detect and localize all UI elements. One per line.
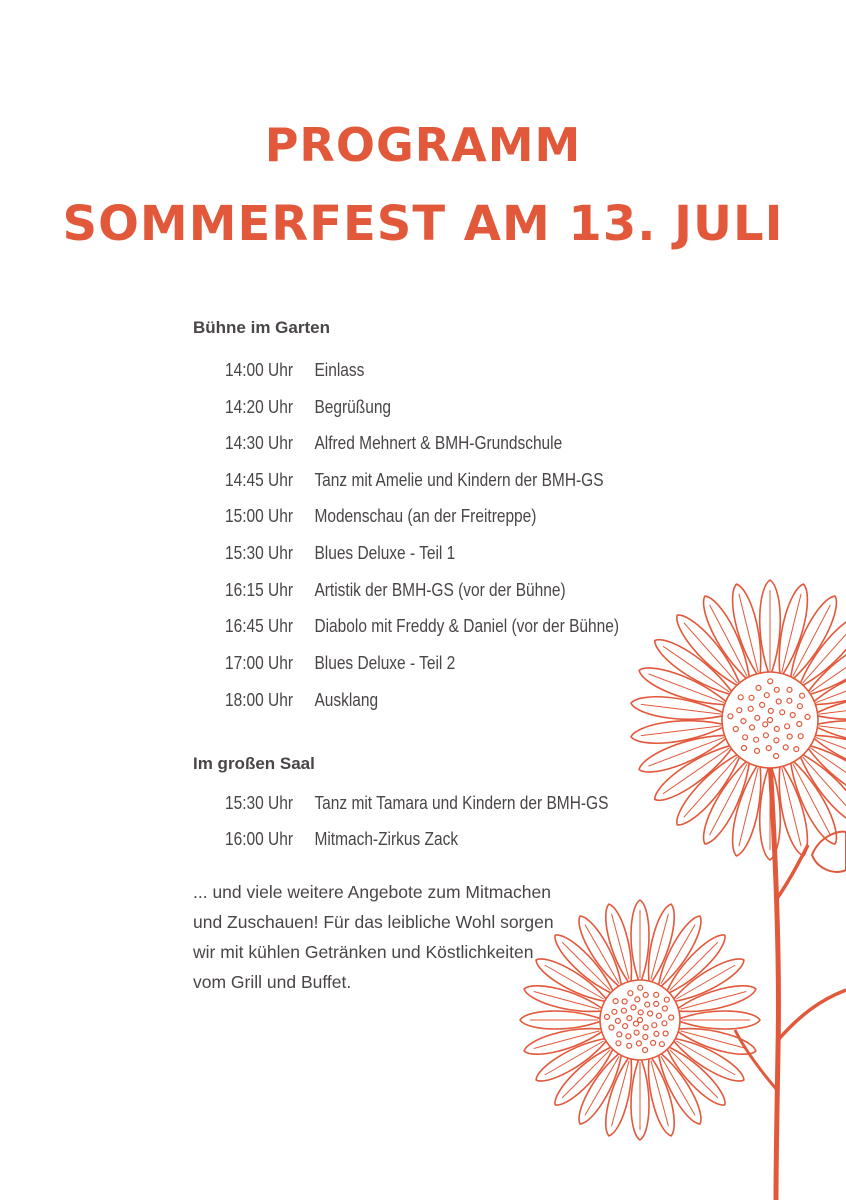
flower-seed — [764, 693, 769, 698]
petal — [770, 582, 813, 681]
flower-seed — [662, 1006, 667, 1011]
schedule-row — [225, 392, 391, 422]
flower-seed — [638, 1010, 643, 1015]
petal — [770, 759, 813, 858]
flower-seed — [754, 737, 759, 742]
petal — [641, 1052, 680, 1138]
petal — [650, 1047, 708, 1129]
flower-seed — [662, 1021, 667, 1026]
section-title-buehne: Bühne im Garten — [193, 318, 330, 337]
flower-seed — [638, 985, 643, 990]
flower-seed — [800, 693, 805, 698]
schedule-time: 14:00 Uhr — [225, 360, 293, 380]
petal-vein — [684, 757, 738, 817]
page-title: PROGRAMM — [264, 118, 582, 172]
flower-seed — [776, 699, 781, 704]
flower-seed — [794, 747, 799, 752]
petal — [630, 715, 729, 747]
flower-seed — [652, 1023, 657, 1028]
flower-seed — [749, 695, 754, 700]
petal — [676, 1011, 760, 1029]
petal — [781, 591, 844, 686]
petal-vein — [803, 623, 846, 683]
petal — [807, 661, 846, 715]
petal — [667, 952, 749, 1010]
petal — [532, 1030, 614, 1088]
petal-vein — [641, 704, 721, 714]
flower-seed — [628, 991, 633, 996]
petal-vein — [612, 1061, 630, 1127]
schedule-activity: Diabolo mit Freddy & Daniel (vor der Bühne) — [314, 616, 620, 636]
schedule-activity: Begrüßung — [314, 397, 392, 417]
flower-seed — [605, 1014, 610, 1019]
flower-seed — [627, 1043, 632, 1048]
flower-seed — [780, 710, 785, 715]
flower-seed — [609, 1025, 614, 1030]
petal-vein — [739, 768, 758, 846]
petal-vein — [648, 737, 724, 766]
flower-seed — [768, 718, 773, 723]
flower-seed — [738, 695, 743, 700]
flower-seed — [654, 992, 659, 997]
petal — [522, 1021, 608, 1060]
petal-vein — [670, 1050, 718, 1098]
schedule-time: 15:30 Uhr — [225, 543, 293, 563]
flower-seed — [627, 1016, 632, 1021]
flower-seed — [651, 1040, 656, 1045]
flower-seed — [638, 1018, 643, 1023]
flower-seed — [742, 746, 747, 751]
schedule-row — [225, 538, 455, 568]
flower-seed — [750, 725, 755, 730]
flower-seed — [763, 733, 768, 738]
flower-seed — [622, 999, 627, 1004]
petal — [667, 1030, 749, 1088]
petal-vein — [816, 674, 846, 703]
petal-vein — [585, 1056, 619, 1115]
flower-seed — [634, 1021, 639, 1026]
petal-vein — [562, 1050, 610, 1098]
petal — [600, 902, 639, 988]
petal — [727, 759, 770, 858]
petal-vein — [793, 764, 831, 836]
petal — [672, 1021, 758, 1060]
closing-line: wir mit kühlen Getränken und Köstlichkeiten — [193, 942, 534, 962]
flower-seed — [634, 1030, 639, 1035]
flower-seed — [755, 748, 760, 753]
petal — [520, 1011, 604, 1029]
schedule-row — [225, 648, 455, 678]
flower-seed — [728, 714, 733, 719]
petal-vein — [663, 748, 729, 794]
flower-seed — [648, 1011, 653, 1016]
petal — [812, 693, 846, 725]
flower-branch — [776, 845, 808, 900]
page-subtitle: SOMMERFEST AM 13. JULI — [62, 196, 784, 252]
petal — [669, 608, 749, 694]
petal — [800, 632, 846, 704]
petal — [760, 763, 781, 860]
petal — [649, 632, 740, 704]
petal — [800, 736, 846, 808]
flower-seed — [756, 685, 761, 690]
petal — [669, 746, 749, 832]
petal-vein — [663, 646, 729, 692]
closing-line: ... und viele weitere Angebote zum Mitmachen — [193, 882, 551, 902]
flower-seed — [797, 722, 802, 727]
petal — [649, 736, 740, 808]
flower-seed — [737, 708, 742, 713]
schedule-activity: Tanz mit Amelie und Kindern der BMH-GS — [314, 470, 604, 490]
petal-vein — [793, 605, 831, 677]
schedule-time: 14:20 Uhr — [225, 397, 293, 417]
petal — [696, 591, 759, 686]
flower-seed — [760, 702, 765, 707]
flower-seed — [748, 706, 753, 711]
petal-vein — [710, 764, 748, 836]
petal-vein — [545, 1041, 604, 1075]
petal — [791, 746, 846, 832]
petal-vein — [819, 704, 846, 714]
flower-seed — [615, 1018, 620, 1023]
flower-seed — [755, 715, 760, 720]
flower-seed — [768, 679, 773, 684]
flower-center — [722, 672, 818, 768]
schedule-time: 14:45 Uhr — [225, 470, 293, 490]
petal-vein — [534, 1031, 600, 1049]
flower-seed — [797, 704, 802, 709]
flower-seed — [743, 735, 748, 740]
flower-top — [630, 580, 846, 860]
petal — [672, 980, 758, 1019]
petal — [650, 912, 708, 994]
schedule-activity: Artistik der BMH-GS (vor der Bühne) — [314, 580, 566, 600]
flower-seed — [766, 746, 771, 751]
petal — [635, 661, 733, 715]
petal — [631, 1056, 649, 1140]
schedule-row — [225, 788, 608, 818]
schedule-row — [225, 501, 536, 531]
flower-seed — [663, 1031, 668, 1036]
schedule-row — [225, 428, 562, 458]
schedule-time: 18:00 Uhr — [225, 690, 293, 710]
closing-line: vom Grill und Buffet. — [193, 972, 352, 992]
petal-vein — [676, 965, 735, 999]
petal-vein — [816, 737, 846, 766]
flower-stem — [770, 760, 778, 1200]
petal-vein — [681, 1031, 747, 1049]
petal-vein — [641, 726, 721, 736]
schedule-activity: Ausklang — [314, 690, 379, 710]
petal-vein — [648, 674, 724, 703]
petal-vein — [651, 1061, 669, 1127]
flower-seed — [774, 738, 779, 743]
schedule-activity: Mitmach-Zirkus Zack — [314, 829, 459, 849]
schedule-row — [225, 575, 566, 605]
flower-seed — [626, 1034, 631, 1039]
petal — [572, 1047, 630, 1129]
schedule-activity: Blues Deluxe - Teil 2 — [314, 653, 456, 673]
flower-seed — [774, 754, 779, 759]
petal-vein — [676, 1041, 735, 1075]
petal — [659, 929, 731, 1001]
schedule-activity: Blues Deluxe - Teil 1 — [314, 543, 456, 563]
flower-seed — [733, 727, 738, 732]
petal — [791, 608, 846, 694]
schedule-time: 14:30 Uhr — [225, 433, 293, 453]
schedule-row — [225, 685, 378, 715]
petal-vein — [810, 646, 846, 692]
flower-seed — [631, 1005, 636, 1010]
flower-seed — [787, 698, 792, 703]
flower-seed — [768, 708, 773, 713]
petal-vein — [661, 925, 695, 984]
schedule-row — [225, 824, 458, 854]
flower-seed — [669, 1015, 674, 1020]
flower-seed — [783, 745, 788, 750]
schedule-activity: Tanz mit Tamara und Kindern der BMH-GS — [314, 793, 609, 813]
petal-vein — [710, 605, 748, 677]
schedule-activity: Modenschau (an der Freitreppe) — [314, 506, 537, 526]
closing-line: und Zuschauen! Für das leibliche Wohl sorgen — [193, 912, 554, 932]
flower-seed — [616, 1041, 621, 1046]
schedule-time: 15:30 Uhr — [225, 793, 293, 813]
petal — [812, 715, 846, 747]
petal-vein — [661, 1056, 695, 1115]
petal-vein — [782, 768, 801, 846]
flower-seed — [774, 726, 779, 731]
petal-vein — [810, 748, 846, 794]
petal-vein — [782, 594, 801, 672]
petal — [760, 580, 781, 677]
schedule-activity: Alfred Mehnert & BMH-Grundschule — [314, 433, 563, 453]
petal-vein — [739, 594, 758, 672]
flower-seed — [612, 1009, 617, 1014]
flower-seed — [643, 1025, 648, 1030]
flower-seed — [659, 1042, 664, 1047]
schedule-row — [225, 465, 604, 495]
flower-center — [600, 980, 680, 1060]
petal-vein — [670, 942, 718, 990]
schedule-time: 16:00 Uhr — [225, 829, 293, 849]
petal — [659, 1039, 731, 1111]
section-title-saal: Im großen Saal — [193, 754, 315, 773]
flower-seed — [656, 1013, 661, 1018]
flower-branch — [778, 990, 846, 1040]
petal — [600, 1052, 639, 1138]
petal — [641, 902, 680, 988]
flower-seed — [763, 722, 768, 727]
flower-seed — [636, 1041, 641, 1046]
flower-seed — [785, 724, 790, 729]
petal-vein — [585, 925, 619, 984]
flower-seed — [621, 1008, 626, 1013]
petal-vein — [651, 914, 669, 980]
petal — [635, 726, 733, 780]
flower-seed — [613, 999, 618, 1004]
flower-seed — [643, 1035, 648, 1040]
petal — [696, 753, 759, 848]
petal-vein — [803, 757, 846, 817]
flower-seed — [787, 734, 792, 739]
flower-seed — [635, 997, 640, 1002]
flower-seed — [787, 687, 792, 692]
flower-leaf — [812, 832, 846, 872]
petal-vein — [681, 992, 747, 1010]
schedule-time: 16:45 Uhr — [225, 616, 293, 636]
schedule-time: 17:00 Uhr — [225, 653, 293, 673]
petal-vein — [684, 623, 738, 683]
flower-seed — [623, 1024, 628, 1029]
schedule-activity: Einlass — [314, 360, 365, 380]
flower-seed — [790, 713, 795, 718]
petal-vein — [819, 726, 846, 736]
flower-seed — [774, 687, 779, 692]
petal — [781, 753, 844, 848]
schedule-row — [225, 355, 364, 385]
flower-seed — [654, 1031, 659, 1036]
flower-seed — [617, 1032, 622, 1037]
petal — [630, 693, 729, 725]
flower-seed — [741, 719, 746, 724]
flower-seed — [654, 1001, 659, 1006]
closing-text — [193, 877, 573, 997]
flower-seed — [664, 997, 669, 1002]
petal — [572, 912, 630, 994]
flower-seed — [643, 992, 648, 997]
flower-seed — [643, 1048, 648, 1053]
flower-seed — [798, 734, 803, 739]
flower-seed — [805, 714, 810, 719]
petal — [727, 582, 770, 681]
petal — [549, 1039, 621, 1111]
schedule-time: 16:15 Uhr — [225, 580, 293, 600]
flower-seed — [645, 1002, 650, 1007]
petal — [807, 726, 846, 780]
petal-vein — [612, 914, 630, 980]
schedule-time: 15:00 Uhr — [225, 506, 293, 526]
schedule-row — [225, 611, 619, 641]
flower-branch — [735, 1030, 777, 1090]
petal — [631, 900, 649, 984]
